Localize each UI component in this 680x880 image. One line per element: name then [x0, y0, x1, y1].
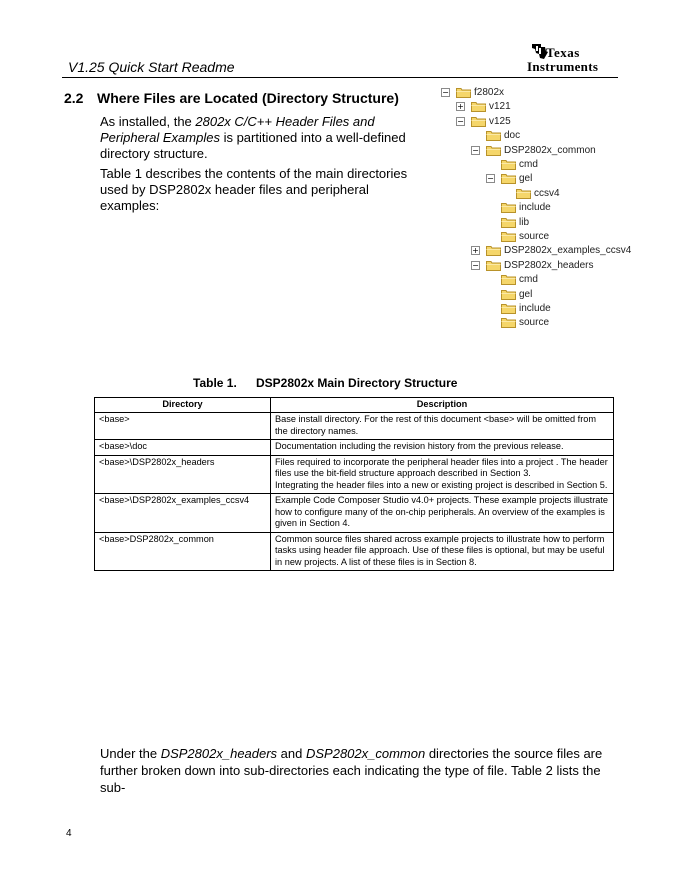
bottom-run: DSP2802x_common: [305, 746, 426, 761]
folder-icon: [486, 130, 501, 141]
tree-folder-label: v121: [489, 101, 511, 113]
table-row: [95, 494, 614, 533]
tree-folder-label: include: [519, 202, 551, 214]
logo-line1: Texas: [546, 45, 580, 60]
folder-icon: [486, 245, 501, 256]
section-number: 2.2: [64, 90, 84, 106]
directory-table: [94, 397, 614, 571]
table-row: [95, 413, 614, 440]
folder-icon: [501, 202, 516, 213]
tree-folder-label: lib: [519, 216, 530, 228]
description-text: Example Code Composer Studio v4.0+ projects. These example projects illustrate how to configure many of the on-chip peripherals. An overview of the examples is given in Section 4.: [275, 495, 609, 528]
directory-tree: [440, 86, 640, 336]
folder-icon: [501, 159, 516, 170]
page-number: 4: [66, 828, 72, 839]
table-row: [95, 440, 614, 456]
collapse-icon[interactable]: −: [472, 145, 479, 155]
tree-folder-label: gel: [519, 173, 533, 185]
tree-folder-label: gel: [519, 288, 533, 300]
logo-line2: Instruments: [527, 59, 599, 74]
tree-folder-cmd[interactable]: [501, 158, 538, 171]
tree-folder-f2802x[interactable]: [456, 86, 504, 99]
tree-folder-label: source: [519, 317, 550, 329]
folder-icon: [516, 188, 531, 199]
bottom-paragraph: [100, 745, 610, 796]
tree-folder-doc[interactable]: [486, 129, 520, 142]
collapse-icon[interactable]: −: [472, 260, 479, 270]
header-title: V1.25 Quick Start Readme: [68, 59, 235, 75]
column-header-description: Description: [271, 398, 614, 413]
tree-folder-ccsv4[interactable]: [516, 187, 560, 200]
column-header-directory: Directory: [95, 398, 271, 413]
folder-icon: [501, 173, 516, 184]
tree-folder-include[interactable]: [501, 302, 551, 315]
description-cell: [271, 455, 614, 494]
ti-logo: [527, 42, 619, 74]
folder-icon: [471, 101, 486, 112]
bottom-run: and: [277, 746, 306, 761]
bottom-run: directories the source files are further broken down into sub-directories each indicating the type of file. Table 2 lists the sub-: [100, 746, 603, 795]
folder-icon: [501, 274, 516, 285]
folder-icon: [486, 260, 501, 271]
table-intro-paragraph: Table 1 describes the contents of the main directories used by DSP2802x header files and peripheral examples:: [100, 166, 408, 213]
tree-folder-v121[interactable]: [471, 100, 511, 113]
tree-folder-label: cmd: [519, 274, 538, 286]
description-cell: [271, 494, 614, 533]
description-text: Common source files shared across example projects to illustrate how to perform tasks using header file approach. Use of these files is optional, but may be useful in new projects. A list of these files is in Section 8.: [275, 533, 605, 567]
folder-icon: [471, 116, 486, 127]
description-cell: [271, 413, 614, 440]
bottom-run: DSP2802x_headers: [160, 746, 278, 761]
tree-folder-gel[interactable]: [501, 288, 532, 301]
tree-folder-label: DSP2802x_common: [504, 144, 596, 156]
tree-folder-source[interactable]: [501, 230, 549, 243]
intro-run: As installed, the: [100, 114, 196, 129]
intro-paragraph: [100, 114, 425, 162]
description-text: Documentation including the revision history from the previous release.: [275, 441, 564, 451]
tree-folder-gel[interactable]: [501, 172, 532, 185]
description-text: Integrating the header files into a new or existing project is described in Section 5.: [275, 479, 608, 490]
description-text: Base install directory. For the rest of this document <base> will be omitted from the directory names.: [275, 414, 597, 436]
directory-cell: <base>\doc: [95, 440, 271, 456]
tree-folder-label: v125: [489, 115, 511, 127]
header-rule: [62, 77, 618, 78]
collapse-icon[interactable]: −: [442, 88, 449, 97]
tree-folder-label: source: [519, 231, 550, 242]
tree-folder-v125[interactable]: [471, 115, 511, 128]
directory-cell: <base>: [95, 413, 271, 440]
folder-icon: [501, 303, 516, 314]
description-text: Files required to incorporate the peripheral header files into a project . The header files use the bit-field structure approach described in Section 3.: [275, 456, 608, 478]
tree-folder-lib[interactable]: [501, 216, 529, 229]
bottom-run: Under the: [100, 746, 161, 761]
table-row: [95, 532, 614, 571]
tree-folder-dsp2802x-common[interactable]: [486, 144, 596, 157]
table-caption-title: DSP2802x Main Directory Structure: [256, 376, 458, 390]
tree-folder-include[interactable]: [501, 201, 551, 214]
description-cell: [271, 440, 614, 456]
tree-folder-dsp2802x-examples-ccsv4[interactable]: [486, 244, 631, 257]
tree-folder-label: include: [519, 303, 551, 314]
table-row: [95, 455, 614, 494]
tree-folder-label: DSP2802x_headers: [504, 259, 594, 271]
tree-folder-label: cmd: [519, 159, 538, 170]
folder-icon: [456, 87, 471, 98]
tree-folder-label: DSP2802x_examples_ccsv4: [504, 245, 632, 257]
description-cell: [271, 532, 614, 571]
table-caption-number: Table 1.: [193, 376, 237, 390]
tree-folder-source[interactable]: [501, 316, 549, 329]
intro-run: is partitioned into a well-defined directory structure.: [100, 130, 406, 161]
collapse-icon[interactable]: −: [487, 174, 494, 184]
section-title: Where Files are Located (Directory Structure): [97, 90, 399, 106]
expand-icon[interactable]: +: [457, 102, 464, 112]
tree-folder-dsp2802x-headers[interactable]: [486, 259, 594, 272]
directory-cell: <base>\DSP2802x_headers: [95, 455, 271, 494]
collapse-icon[interactable]: −: [457, 116, 464, 126]
tree-folder-label: doc: [504, 130, 521, 142]
folder-icon: [486, 145, 501, 156]
tree-folder-label: f2802x: [474, 87, 505, 98]
folder-icon: [501, 317, 516, 328]
folder-icon: [501, 217, 516, 228]
folder-icon: [501, 231, 516, 242]
tree-folder-label: ccsv4: [534, 187, 560, 199]
table-header-row: [95, 398, 614, 413]
expand-icon[interactable]: +: [472, 246, 479, 256]
directory-cell: <base>\DSP2802x_examples_ccsv4: [95, 494, 271, 533]
tree-folder-cmd[interactable]: [501, 273, 538, 286]
directory-cell: <base>DSP2802x_common: [95, 532, 271, 571]
folder-icon: [501, 289, 516, 300]
intro-run: 2802x C/C++ Header Files and Peripheral Examples: [100, 114, 375, 145]
